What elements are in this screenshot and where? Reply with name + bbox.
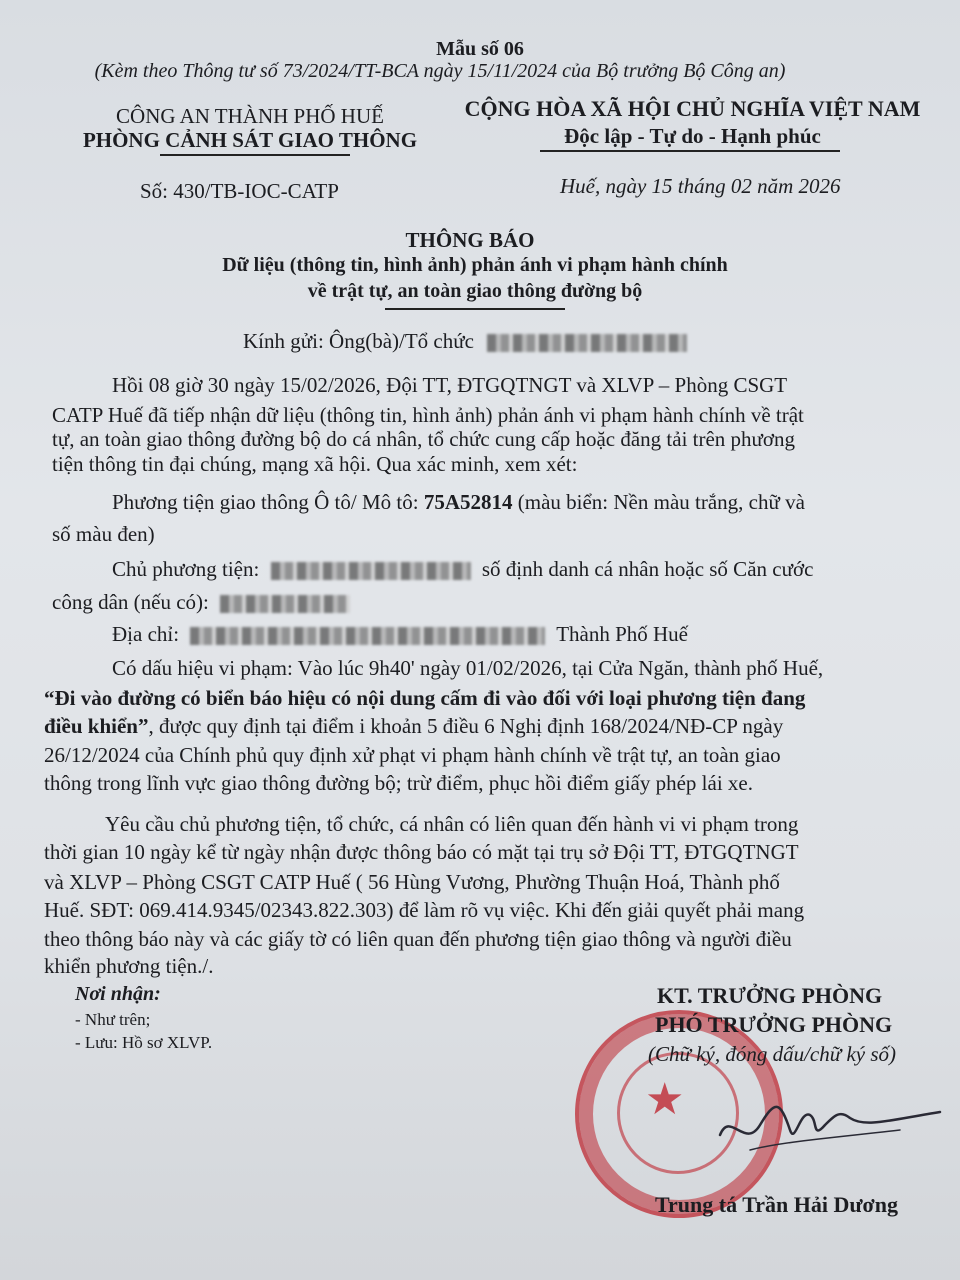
request-line-4: Huế. SĐT: 069.414.9345/02343.822.303) để làm rõ vụ việc. Khi đến giải quyết phải mang (44, 898, 805, 922)
redacted-address (190, 627, 545, 645)
sign-title-2: PHÓ TRƯỞNG PHÒNG (655, 1012, 893, 1037)
recipient-label: Kính gửi: Ông(bà)/Tổ chức (243, 329, 474, 353)
sign-title-1: KT. TRƯỞNG PHÒNG (657, 983, 883, 1008)
violation-line-3: 26/12/2024 của Chính phủ quy định xử phạt vi phạm hành chính về trật tự, an toàn giao (44, 743, 781, 767)
legal-basis: , được quy định tại điểm i khoản 5 điều 6 Nghị định 168/2024/NĐ-CP ngày (148, 714, 784, 738)
owner-line (112, 557, 813, 582)
violation-description-2: điều khiển” (44, 714, 149, 738)
sign-note: (Chữ ký, đóng dấu/chữ ký số) (648, 1042, 897, 1066)
form-number: Mẫu số 06 (436, 38, 524, 60)
nation-name: CỘNG HÒA XÃ HỘI CHỦ NGHĨA VIỆT NAM (464, 96, 921, 121)
paragraph-1-line-4: tiện thông tin đại chúng, mạng xã hội. Qua xác minh, xem xét: (52, 452, 578, 476)
request-line-5: theo thông báo này và các giấy tờ có liên quan đến phương tiện giao thông và người điều (44, 927, 792, 951)
plate-color: (màu biển: Nền màu trắng, chữ và (517, 490, 805, 514)
license-plate: 75A52814 (423, 490, 513, 514)
redacted-citizen-id (220, 595, 350, 613)
owner-label: Chủ phương tiện: (112, 557, 260, 581)
owner-line-2 (52, 590, 350, 615)
signer-name: Trung tá Trần Hải Dương (655, 1192, 898, 1217)
vehicle-line-2: số màu đen) (52, 522, 155, 546)
owner-id-label: số định danh cá nhân hoặc số Căn cước (481, 557, 814, 581)
request-line-2: thời gian 10 ngày kể từ ngày nhận được thông báo có mặt tại trụ sở Đội TT, ĐTGQTNGT (44, 840, 799, 864)
violation-line-2 (44, 714, 783, 739)
request-line-6: khiển phương tiện./. (44, 954, 214, 978)
handwritten-signature (700, 1080, 950, 1170)
motto-underline (540, 150, 840, 152)
title-underline (385, 308, 565, 310)
violation-line-1: Có dấu hiệu vi phạm: Vào lúc 9h40' ngày 01/02/2026, tại Cửa Ngăn, thành phố Huế, (112, 656, 824, 680)
address-city: Thành Phố Huế (556, 622, 689, 646)
recipient-item-1: - Như trên; (75, 1010, 151, 1029)
address-label: Địa chỉ: (112, 622, 180, 646)
recipient-line (243, 329, 687, 354)
agency-underline (160, 154, 350, 156)
star-icon: ★ (645, 1074, 685, 1125)
paragraph-1-line-1: Hồi 08 giờ 30 ngày 15/02/2026, Đội TT, ĐTGQTNGT và XLVP – Phòng CSGT (112, 373, 788, 397)
recipients-label: Nơi nhận: (75, 983, 161, 1005)
vehicle-line (112, 490, 805, 515)
redacted-owner-name (271, 562, 471, 580)
citizen-id-label: công dân (nếu có): (52, 590, 209, 614)
recipient-item-2: - Lưu: Hồ sơ XLVP. (75, 1033, 213, 1052)
violation-line-4: thông trong lĩnh vực giao thông đường bộ; trừ điểm, phục hồi điểm giấy phép lái xe. (44, 771, 753, 795)
document-subtitle-line2: về trật tự, an toàn giao thông đường bộ (307, 280, 643, 302)
agency-parent: CÔNG AN THÀNH PHỐ HUẾ (116, 104, 384, 128)
document-subtitle-line1: Dữ liệu (thông tin, hình ảnh) phản ánh vi phạm hành chính (222, 254, 728, 276)
address-line (112, 622, 688, 647)
place-date: Huế, ngày 15 tháng 02 năm 2026 (560, 174, 841, 198)
form-attached-note: (Kèm theo Thông tư số 73/2024/TT-BCA ngày 15/11/2024 của Bộ trưởng Bộ Công an) (94, 60, 786, 82)
request-line-1: Yêu cầu chủ phương tiện, tổ chức, cá nhân có liên quan đến hành vi vi phạm trong (105, 812, 799, 836)
redacted-recipient (487, 334, 687, 352)
request-line-3: và XLVP – Phòng CSGT CATP Huế ( 56 Hùng Vương, Phường Thuận Hoá, Thành phố (44, 870, 780, 894)
document-title: THÔNG BÁO (405, 228, 535, 252)
paragraph-1-line-3: tự, an toàn giao thông đường bộ do cá nhân, tổ chức cung cấp hoặc đăng tải trên phương (52, 427, 796, 451)
agency-name: PHÒNG CẢNH SÁT GIAO THÔNG (82, 128, 418, 152)
national-motto: Độc lập - Tự do - Hạnh phúc (564, 124, 821, 148)
paragraph-1-line-2: CATP Huế đã tiếp nhận dữ liệu (thông tin, hình ảnh) phản ánh vi phạm hành chính về trật (52, 403, 804, 427)
violation-description-1: “Đi vào đường có biển báo hiệu có nội dung cấm đi vào đối với loại phương tiện đang (44, 686, 806, 710)
vehicle-label: Phương tiện giao thông Ô tô/ Mô tô: (112, 490, 419, 514)
document-number: Số: 430/TB-IOC-CATP (140, 179, 339, 203)
